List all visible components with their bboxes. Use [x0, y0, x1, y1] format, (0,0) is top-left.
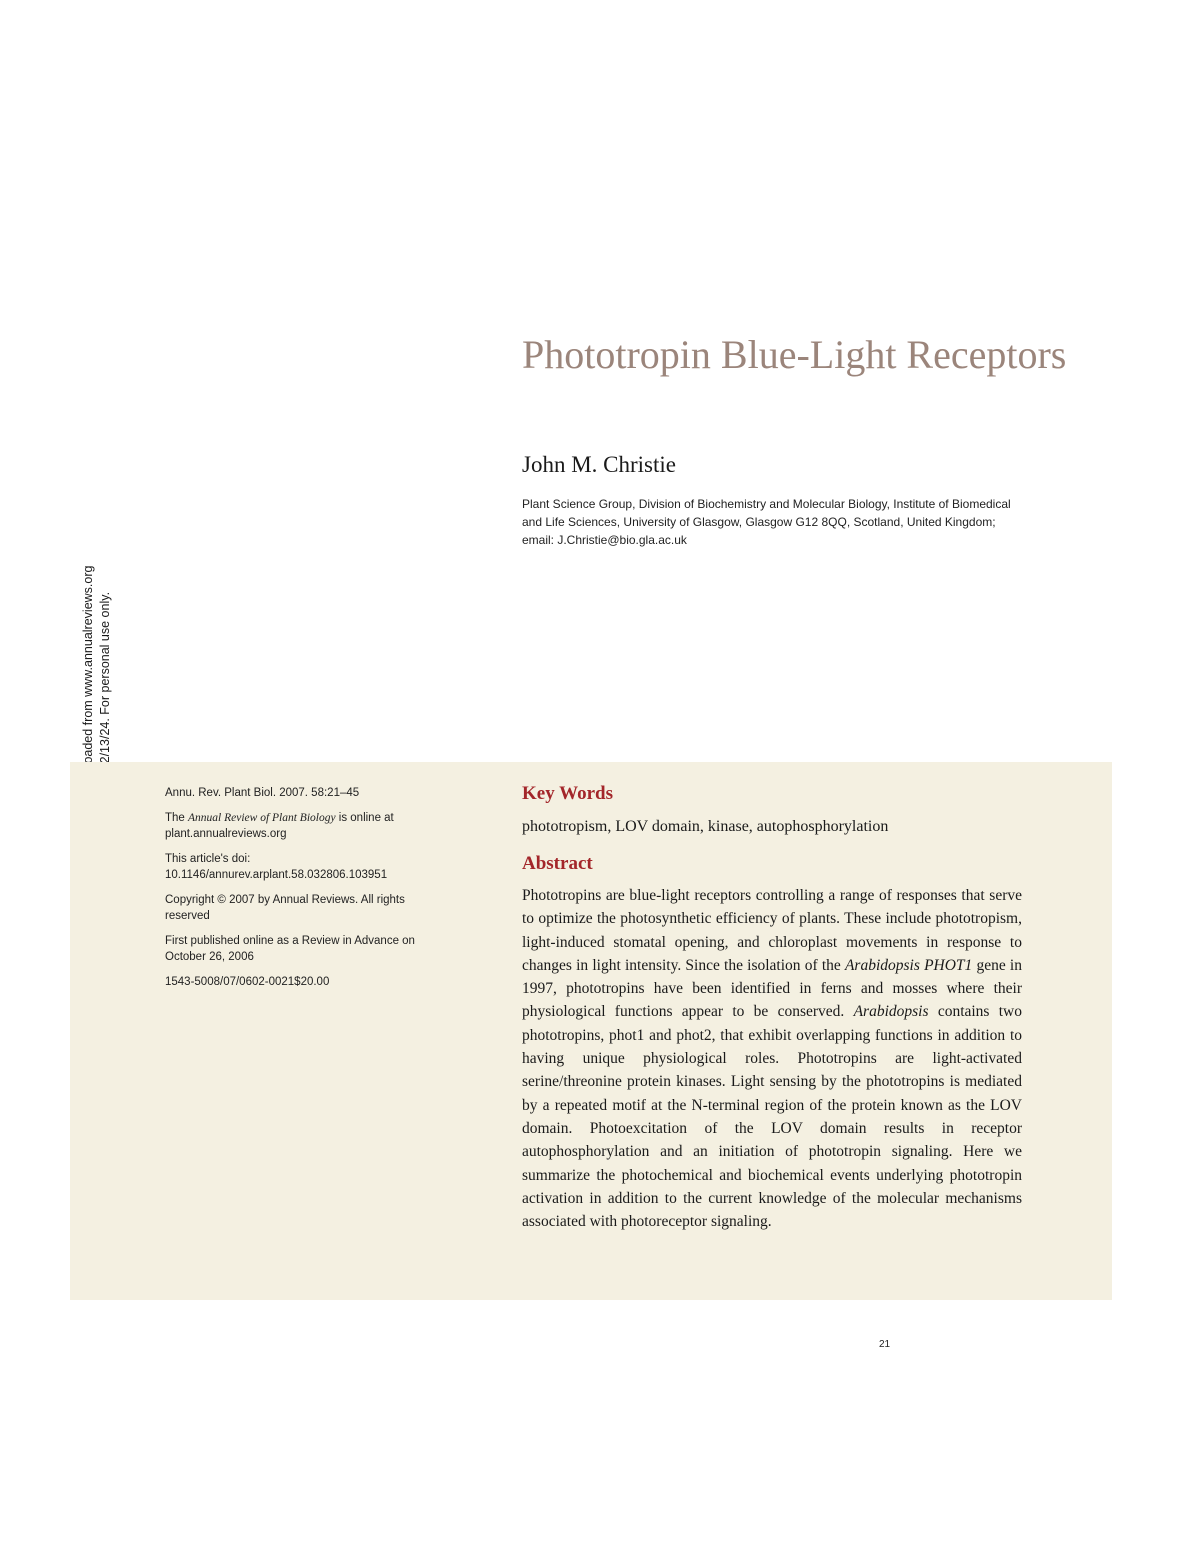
online-suffix: is online at plant.annualreviews.org — [165, 812, 394, 840]
page-number: 21 — [879, 1339, 891, 1350]
abstract-body — [522, 884, 1022, 1233]
key-words: phototropism, LOV domain, kinase, autophosphorylation — [522, 818, 889, 835]
abstract-text-2: gene in 1997, phototropins have been identified in ferns and mosses where their physiological functions appear to be conserved. — [522, 956, 1022, 1021]
doi-block — [165, 851, 435, 883]
author-affiliation: Plant Science Group, Division of Biochemistry and Molecular Biology, Institute of Biomedical and Life Sciences, University of Glasgow, Glasgow G12 8QQ, Scotland, United Kingdom; email: J.Christie@bio.gla.ac.uk — [522, 497, 1011, 547]
online-availability — [165, 810, 435, 842]
doi-label: This article's doi: — [165, 853, 251, 865]
article-title: Phototropin Blue-Light Receptors — [522, 332, 1067, 377]
citation: Annu. Rev. Plant Biol. 2007. 58:21–45 — [165, 787, 360, 799]
article-metadata — [165, 785, 435, 999]
journal-name: Annual Review of Plant Biology — [188, 812, 336, 824]
online-prefix: The — [165, 812, 189, 824]
abstract-text-3: contains two phototropins, phot1 and phot2, that exhibit overlapping functions in addition to having unique physiological roles. Phototropins are light-activated serine/threonine protein kinases. Light sensing by the phototropins is mediated by a repeated motif at the N-terminal region of the protein known as the LOV domain. Photoexcitation of the LOV domain results in receptor autophosphorylation and an initiation of phototropin signaling. Here we summarize the photochemical and biochemical events underlying phototropin activation in addition to the current knowledge of the molecular mechanisms associated with photoreceptor signaling. — [522, 1003, 1022, 1231]
abstract-italic-1: Arabidopsis PHOT1 — [844, 956, 973, 974]
first-published: First published online as a Review in Advance on October 26, 2006 — [165, 935, 415, 963]
key-words-heading: Key Words — [522, 783, 613, 804]
author-name: John M. Christie — [522, 452, 676, 477]
issn-price: 1543-5008/07/0602-0021$20.00 — [165, 976, 330, 988]
abstract-text-1: Phototropins are blue-light receptors controlling a range of responses that serve to optimize the photosynthetic efficiency of plants. These include phototropism, light-induced stomatal opening, and chloroplast movements in response to changes in light intensity. Since the isolation of the — [522, 887, 1022, 974]
copyright: Copyright © 2007 by Annual Reviews. All rights reserved — [165, 894, 405, 922]
abstract-italic-2: Arabidopsis — [853, 1003, 929, 1021]
abstract-heading: Abstract — [522, 853, 593, 874]
doi: 10.1146/annurev.arplant.58.032806.103951 — [165, 869, 388, 881]
